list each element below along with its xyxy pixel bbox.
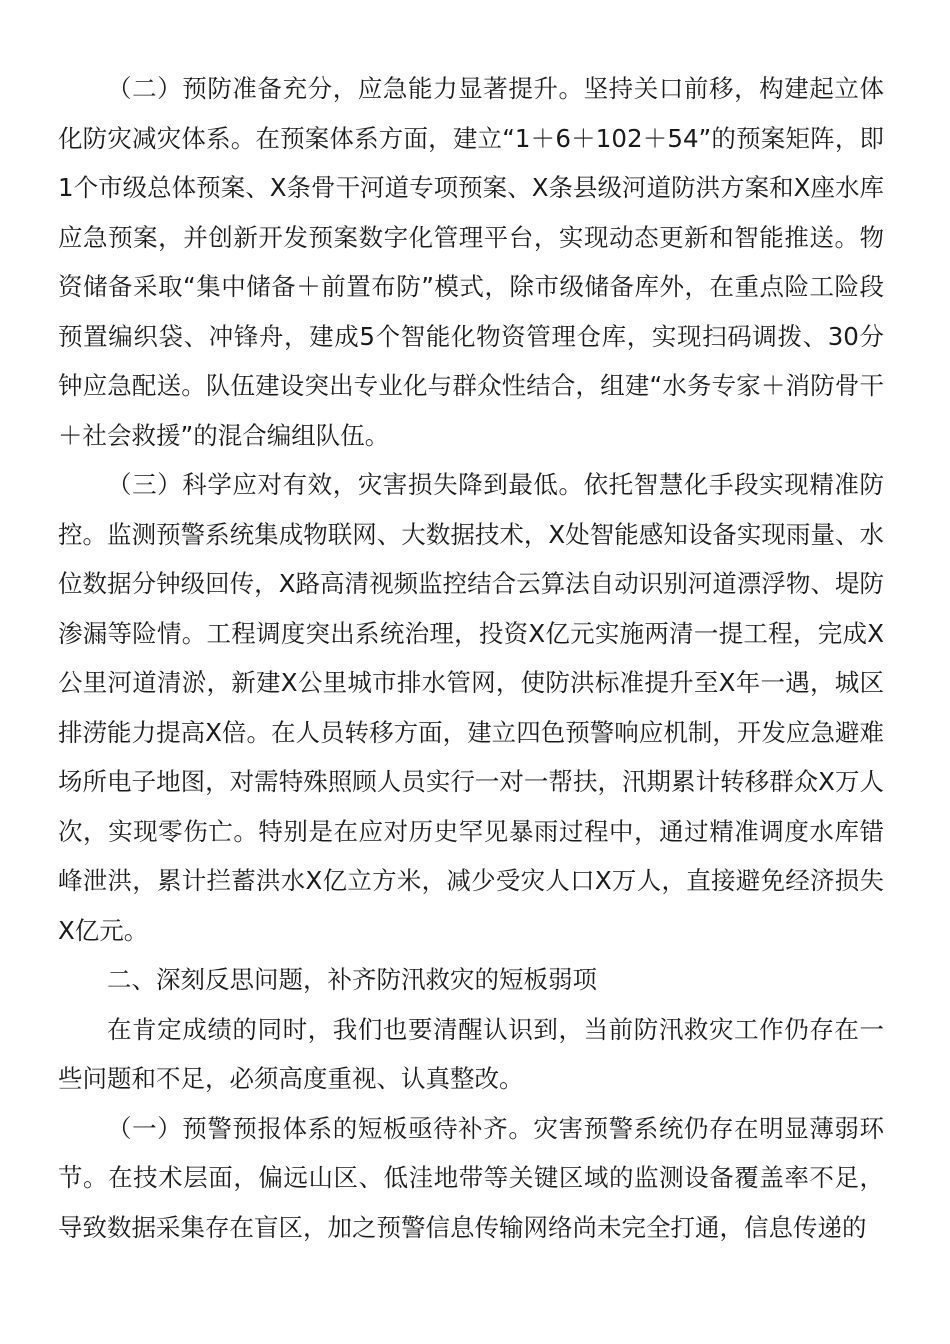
section-heading-reflection: 二、深刻反思问题，补齐防汛救灾的短板弱项 [107,965,597,994]
paragraph-early-warning-gaps: （一）预警预报体系的短板亟待补齐。灾害预警系统仍存在明显薄弱环节。在技术层面，偏远山区、低洼地带等关键区域的监测设备覆盖率不足，导致数据采集存在盲区，加之预警信息传输网络尚未完全打通，信息传递的 [58,1113,884,1242]
paragraph-scientific-response: （三）科学应对有效，灾害损失降到最低。依托智慧化手段实现精准防控。监测预警系统集成物联网、大数据技术，X处智能感知设备实现雨量、水位数据分钟级回传，X路高清视频监控结合云算法自动识别河道漂浮物、堤防渗漏等险情。工程调度突出系统治理，投资X亿元实施两清一提工程，完成X公里河道清淤，新建X公里城市排水管网，使防洪标准提升至X年一遇，城区排涝能力提高X倍。在人员转移方面，建立四色预警响应机制，开发应急避难场所电子地图，对需特殊照顾人员实行一对一帮扶，汛期累计转移群众X万人次，实现零伤亡。特别是在应对历史罕见暴雨过程中，通过精准调度水库错峰泄洪，累计拦蓄洪水X亿立方米，减少受灾人口X万人，直接避免经济损失X亿元。 [58,470,884,945]
document-body [58,64,884,1252]
paragraph-prevention-preparation: （二）预防准备充分，应急能力显著提升。坚持关口前移，构建起立体化防灾减灾体系。在预案体系方面，建立“1＋6＋102＋54”的预案矩阵，即1个市级总体预案、X条骨干河道专项预案、X条县级河道防洪方案和X座水库应急预案，并创新开发预案数字化管理平台，实现动态更新和智能推送。物资储备采取“集中储备＋前置布防”模式，除市级储备库外，在重点险工险段预置编织袋、冲锋舟，建成5个智能化物资管理仓库，实现扫码调拨、30分钟应急配送。队伍建设突出专业化与群众性结合，组建“水务专家＋消防骨干＋社会救援”的混合编组队伍。 [58,74,884,450]
paragraph-acknowledge-problems: 在肯定成绩的同时，我们也要清醒认识到，当前防汛救灾工作仍存在一些问题和不足，必须高度重视、认真整改。 [58,1014,884,1093]
